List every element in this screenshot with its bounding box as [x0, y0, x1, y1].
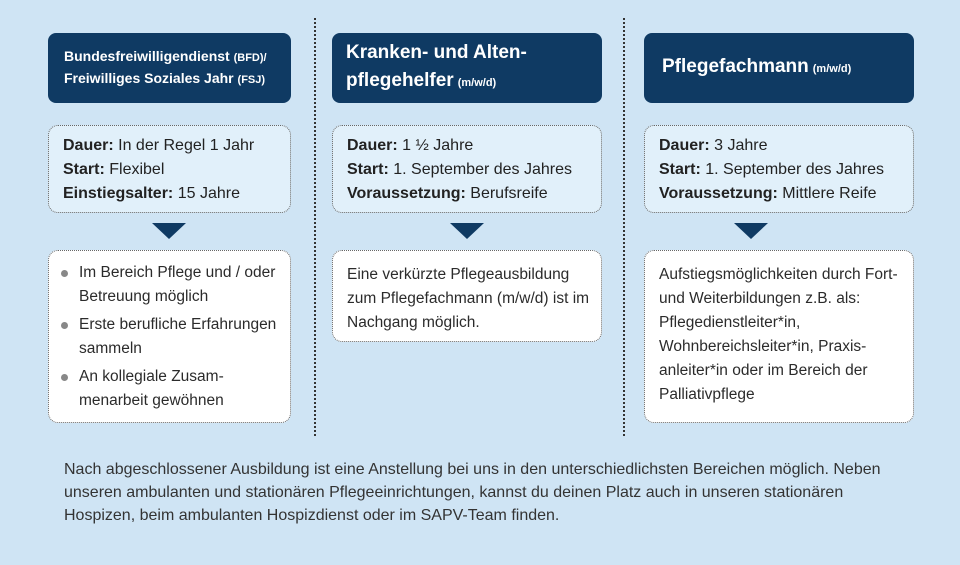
info-row	[659, 134, 913, 158]
list-item: Im Bereich Pflege und / oder Betreuung möglich	[79, 261, 282, 309]
down-arrow-icon	[450, 223, 484, 239]
title-line1: Pflegefachmann	[662, 56, 809, 77]
info-value: 1. September des Jahres	[393, 161, 572, 178]
info-key: Einstiegsalter:	[63, 185, 174, 202]
info-row	[659, 158, 913, 182]
info-row	[63, 182, 290, 206]
info-key: Dauer:	[659, 137, 710, 154]
list-item: Erste berufliche Erfahrungen sammeln	[79, 313, 282, 361]
info-row	[347, 134, 601, 158]
title-box-bfd-fsj	[48, 33, 291, 103]
detail-text: Eine verkürzte Pflegeausbildung zum Pflegefachmann (m/w/d) ist im Nachgang möglich.	[347, 266, 590, 331]
info-key: Voraussetzung:	[659, 185, 778, 202]
info-row	[63, 158, 290, 182]
info-key: Start:	[659, 161, 701, 178]
title-line2-suffix: (FSJ)	[237, 74, 266, 86]
detail-box-pflegehelfer	[332, 250, 602, 342]
down-arrow-icon	[152, 223, 186, 239]
title-line1: Bundesfreiwilligendienst	[64, 48, 230, 64]
title-line1-suffix: (BFD)/	[233, 52, 267, 64]
column-divider-2	[623, 18, 625, 436]
title-box-pflegehelfer	[332, 33, 602, 103]
title-line2: pflegehelfer	[346, 70, 454, 91]
info-value: Flexibel	[109, 161, 165, 178]
info-value: 3 Jahre	[714, 137, 768, 154]
detail-box-pflegefachmann	[644, 250, 914, 423]
info-key: Start:	[347, 161, 389, 178]
title-line2-suffix: (m/w/d)	[457, 77, 497, 89]
info-key: Dauer:	[63, 137, 114, 154]
footer-text: Nach abgeschlossener Ausbildung ist eine Anstellung bei uns in den unterschiedlichsten Bereichen möglich. Neben unseren ambulanten und stationären Pflegeeinrichtungen, kannst du deinen Platz auch in unseren stationären Hospizen, beim ambulanten Hospizdienst oder im SAPV-Team finden.	[64, 461, 881, 524]
column-divider-1	[314, 18, 316, 436]
info-value: 1 ½ Jahre	[402, 137, 474, 154]
info-key: Voraussetzung:	[347, 185, 466, 202]
info-box-bfd-fsj	[48, 125, 291, 213]
bullet-list	[79, 261, 282, 413]
detail-text: Aufstiegsmöglichkeiten durch Fort- und Weiterbildungen z.B. als: Pflegedienstleiter*in, Wohnbereichsleiter*in, Praxis-anleiter*in oder im Bereich der Palliativpflege	[659, 266, 898, 403]
info-row	[347, 158, 601, 182]
list-item: An kollegiale Zusam-menarbeit gewöhnen	[79, 365, 282, 413]
title-line2: Freiwilliges Soziales Jahr	[64, 70, 234, 86]
info-row	[659, 182, 913, 206]
info-box-pflegefachmann	[644, 125, 914, 213]
info-value: 1. September des Jahres	[705, 161, 884, 178]
info-row	[63, 134, 290, 158]
info-value: In der Regel 1 Jahr	[118, 137, 255, 154]
info-key: Dauer:	[347, 137, 398, 154]
info-value: Berufsreife	[470, 185, 548, 202]
info-value: Mittlere Reife	[782, 185, 877, 202]
info-key: Start:	[63, 161, 105, 178]
title-line1-suffix: (m/w/d)	[812, 63, 852, 75]
info-row	[347, 182, 601, 206]
title-line1: Kranken- und Alten-	[346, 42, 527, 63]
detail-box-bfd-fsj	[48, 250, 291, 423]
down-arrow-icon	[734, 223, 768, 239]
title-box-pflegefachmann	[644, 33, 914, 103]
info-value: 15 Jahre	[177, 185, 240, 202]
info-box-pflegehelfer	[332, 125, 602, 213]
